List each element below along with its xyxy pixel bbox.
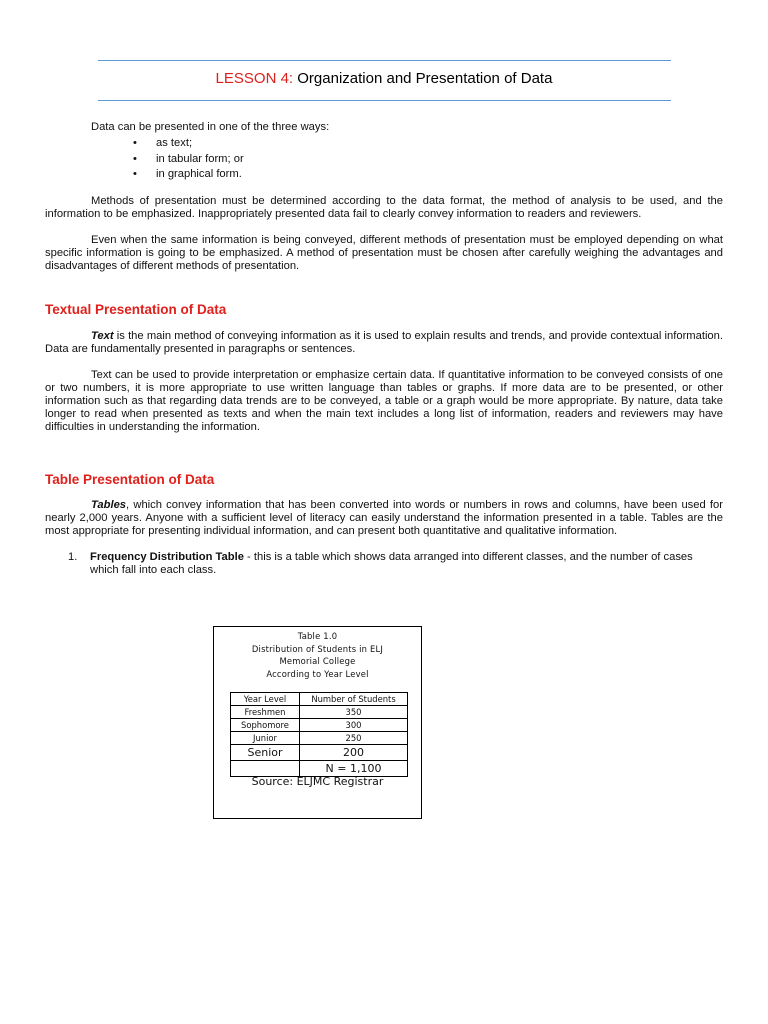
tables-keyword: Tables: [91, 498, 127, 511]
table-row: Junior 250: [231, 732, 408, 745]
text-usage-paragraph: Text can be used to provide interpretation or emphasize certain data. If quantitative information to be conveyed consists of one or two numbers, it is more appropriate to use written language than tables or graphs. If more data are to be presented, or other information such as that regarding data trends are to be conveyed, a table or a graph would be more appropriate. By nature, data take longer to read when presented as texts and when the main text includes a long list of information, readers and reviewers may have difficulties in understanding the information.: [45, 368, 723, 433]
textual-heading: Textual Presentation of Data: [45, 301, 227, 317]
list-item: • in graphical form.: [45, 167, 723, 183]
lesson-title: [0, 70, 768, 87]
presentation-ways-list: [45, 136, 723, 183]
document-body: [45, 121, 723, 577]
column-header: Year Level: [231, 693, 300, 706]
bottom-rule: [98, 100, 671, 101]
text-keyword: Text: [91, 329, 114, 342]
bullet-icon: •: [133, 168, 137, 180]
bullet-icon: •: [133, 152, 137, 165]
tables-definition-paragraph: Tables, which convey information that has been converted into words or numbers in rows and columns, have been used for nearly 2,000 years. Anyone with a sufficient level of literacy can easily understand the information presented in a table. Tables are the most appropriate for presenting individual information, and can present both quantitative and qualitative information.: [45, 498, 723, 537]
table-figure: [213, 626, 422, 819]
list-item: • in tabular form; or: [45, 152, 723, 168]
table-header-row: [231, 693, 408, 706]
table-heading: Table Presentation of Data: [45, 471, 215, 487]
item-number: 1.: [68, 550, 78, 563]
list-item: • as text;: [45, 136, 723, 152]
total-cell: N = 1,100: [300, 761, 408, 777]
lesson-prefix: LESSON 4:: [215, 70, 294, 87]
methods-paragraph: Methods of presentation must be determined according to the data format, the method of analysis to be used, and the information to be emphasized. Inappropriately presented data fail to clearly convey information to readers and reviewers.: [45, 194, 723, 220]
table-source: Source: ELJMC Registrar: [251, 775, 384, 788]
item-term: Frequency Distribution Table: [90, 550, 244, 563]
intro-lead: Data can be presented in one of the three ways:: [91, 121, 330, 133]
column-header: Number of Students: [300, 693, 408, 706]
table-row: Freshmen 350: [231, 706, 408, 719]
lesson-title-text: Organization and Presentation of Data: [297, 70, 553, 87]
frequency-table-item: 1. Frequency Distribution Table - this is a table which shows data arranged into different classes, and the number of cases which fall into each class.: [68, 550, 693, 576]
distribution-table: [230, 692, 408, 777]
table-row: Senior 200: [231, 745, 408, 761]
table-caption: Table 1.0 Distribution of Students in ELJ Memorial College According to Year Level: [251, 631, 384, 679]
top-rule: [98, 60, 671, 61]
bullet-icon: •: [133, 137, 137, 149]
employment-paragraph: Even when the same information is being conveyed, different methods of presentation must be employed depending on what specific information is going to be emphasized. A method of presentation must be chosen after carefully weighing the advantages and disadvantages of different methods of presentation.: [45, 233, 723, 272]
text-definition-paragraph: Text is the main method of conveying information as it is used to explain results and trends, and provide contextual information. Data are fundamentally presented in paragraphs or sentences.: [45, 329, 723, 355]
table-row: Sophomore 300: [231, 719, 408, 732]
